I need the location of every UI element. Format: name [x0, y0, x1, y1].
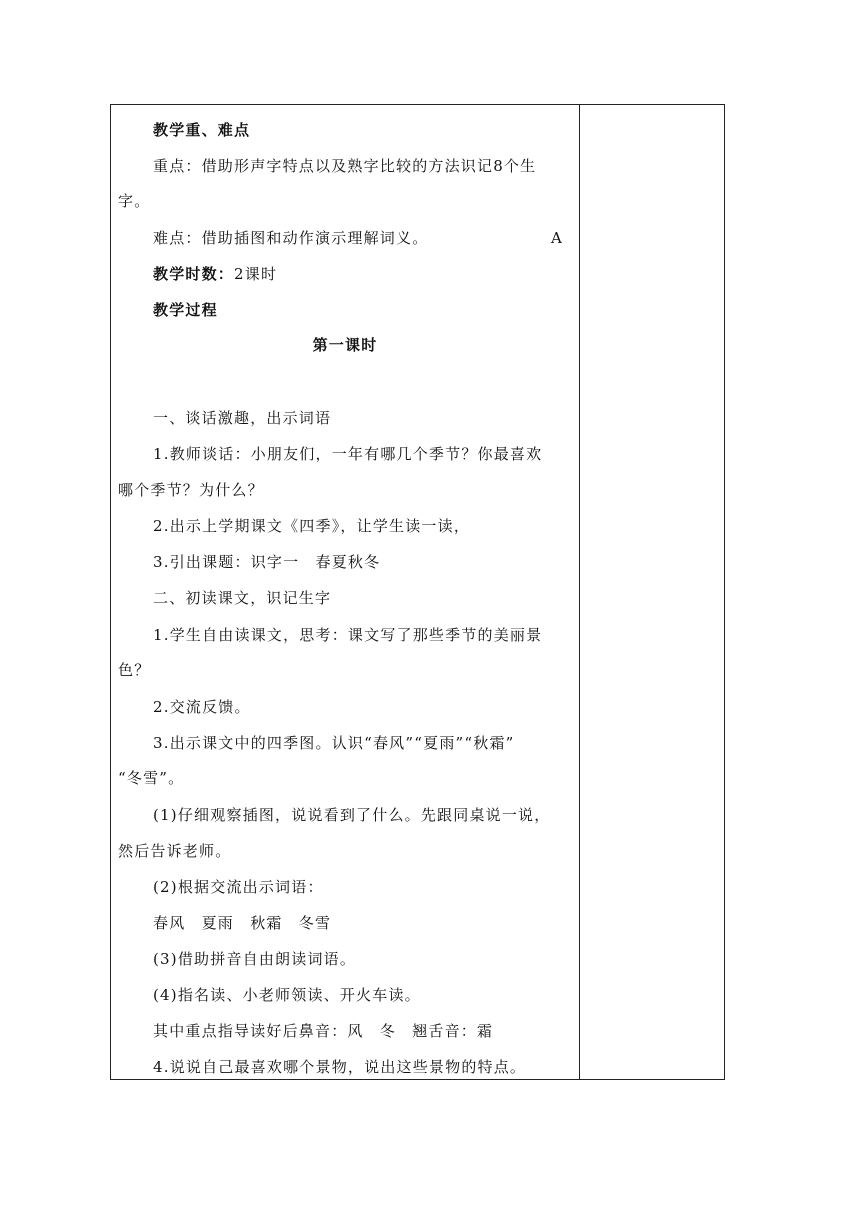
key-point-text: 重点：借助形声字特点以及熟字比较的方法识记8个生	[153, 157, 537, 175]
section2-item-4: 4.说说自己最喜欢哪个景物，说出这些景物的特点。	[153, 1058, 527, 1076]
lesson-content-cell	[111, 105, 579, 1079]
difficulty-mark: A	[551, 229, 562, 247]
teaching-hours	[153, 264, 277, 284]
section-heading-1: 一、谈话激趣，出示词语	[153, 409, 332, 427]
section1-item-3: 3.引出课题：识字一 春夏秋冬	[153, 553, 381, 571]
notes-column	[580, 105, 724, 1079]
section2-item-3: 3.出示课文中的四季图。认识“春风”“夏雨”“秋霜”	[153, 734, 515, 752]
teaching-hours-value: 2课时	[234, 265, 278, 283]
section2-item-1-cont: 色？	[118, 661, 151, 679]
section-heading-2: 二、初读课文，识记生字	[153, 589, 332, 607]
sub-item-3: (3)借助拼音自由朗读词语。	[153, 950, 357, 968]
key-point-text-cont: 字。	[118, 192, 151, 210]
section2-item-2: 2.交流反馈。	[153, 698, 251, 716]
section1-item-1-cont: 哪个季节？为什么？	[118, 481, 264, 499]
process-heading: 教学过程	[153, 301, 218, 319]
teaching-hours-label: 教学时数：	[153, 265, 235, 283]
word-list: 春风 夏雨 秋霜 冬雪	[153, 914, 332, 932]
pronunciation-note: 其中重点指导读好后鼻音：风 冬 翘舌音：霜	[153, 1022, 494, 1040]
difficulty-text: 难点：借助插图和动作演示理解词义。	[153, 229, 429, 247]
key-points-heading: 教学重、难点	[153, 121, 251, 139]
sub-item-1: (1)仔细观察插图，说说看到了什么。先跟同桌说一说，	[153, 806, 551, 824]
sub-item-4: (4)指名读、小老师领读、开火车读。	[153, 986, 421, 1004]
period-title: 第一课时	[312, 336, 378, 354]
section2-item-3-cont: “冬雪”。	[118, 769, 185, 787]
lesson-plan-table	[110, 104, 725, 1080]
sub-item-2: (2)根据交流出示词语：	[153, 878, 324, 896]
sub-item-1-cont: 然后告诉老师。	[118, 842, 232, 860]
section1-item-1: 1.教师谈话：小朋友们，一年有哪几个季节？你最喜欢	[153, 445, 543, 463]
section1-item-2: 2.出示上学期课文《四季》，让学生读一读，	[153, 517, 471, 535]
section2-item-1: 1.学生自由读课文，思考：课文写了那些季节的美丽景	[153, 626, 543, 644]
